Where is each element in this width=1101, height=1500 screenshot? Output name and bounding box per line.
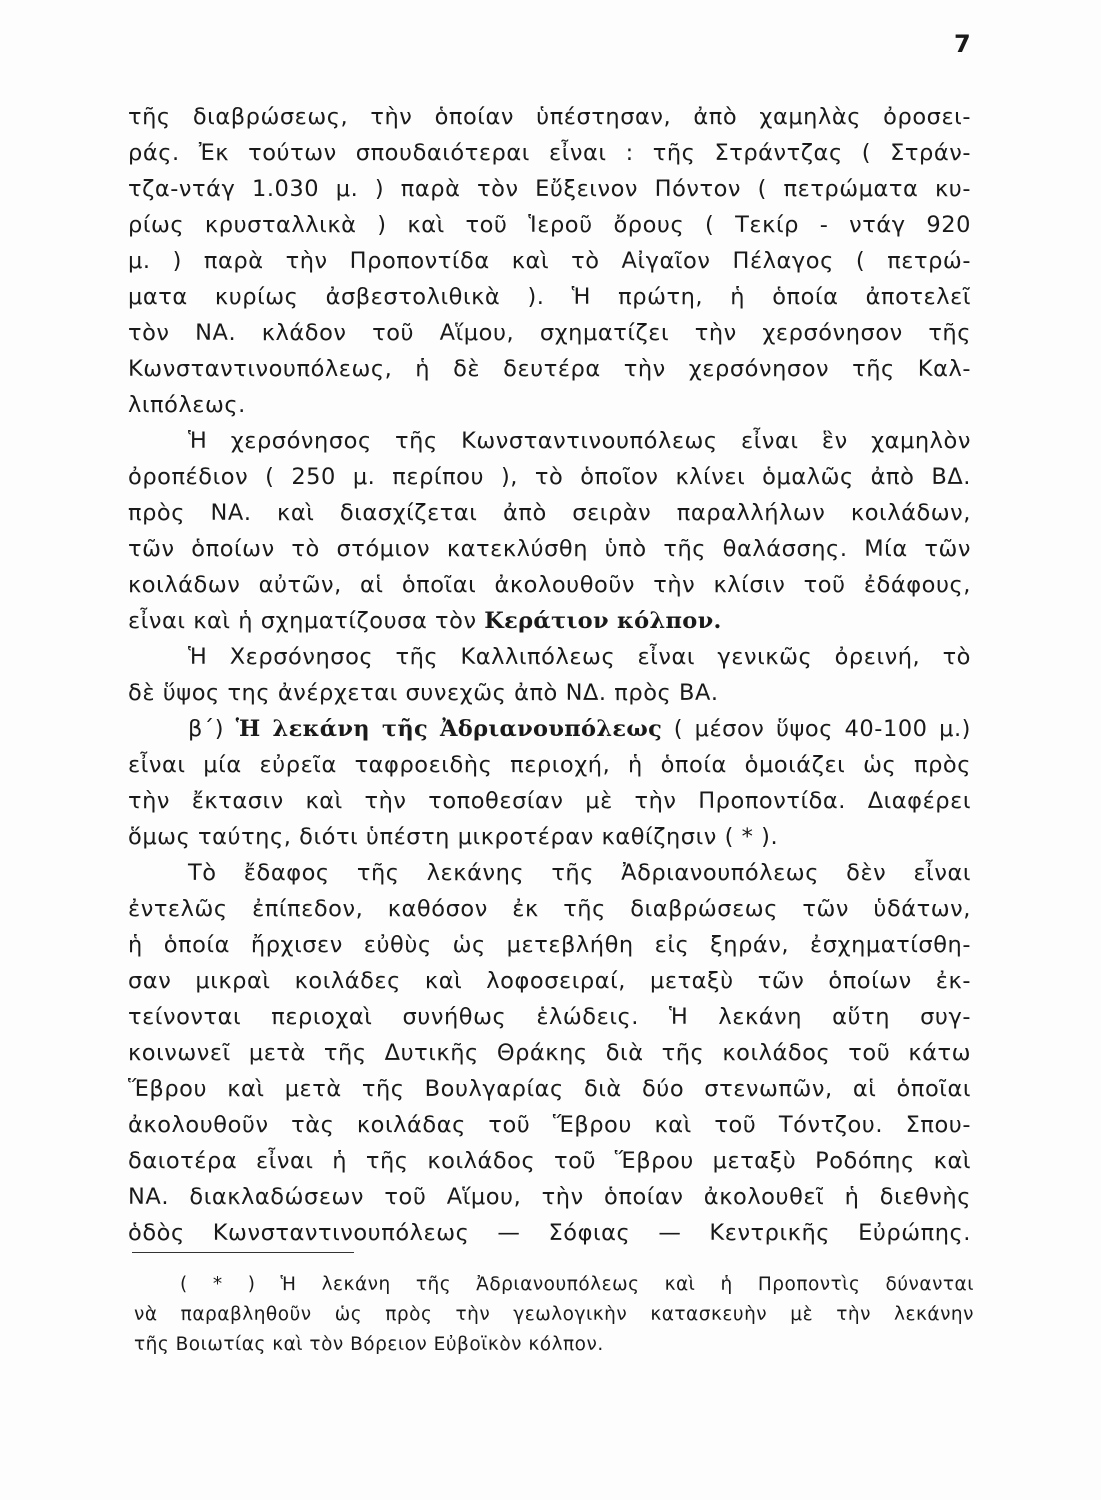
text-line: μ. ) παρὰ τὴν Προποντίδα καὶ τὸ Αἰγαῖον Πέλαγος ( πετρώ- <box>128 248 971 274</box>
text-line: Ἡ Χερσόνησος τῆς Καλλιπόλεως εἶναι γενικῶς ὀρεινή, τὸ <box>188 644 971 670</box>
text-line: Ἕβρου καὶ μετὰ τῆς Βουλγαρίας διὰ δύο στενωπῶν, αἱ ὁποῖαι <box>128 1076 971 1102</box>
footnote-line: ( * ) Ἡ λεκάνη τῆς Ἀδριανουπόλεως καὶ ἡ Προποντὶς δύνανται <box>180 1274 974 1295</box>
text-line: ὁδὸς Κωνσταντινουπόλεως — Σόφιας — Κεντρικῆς Εὐρώπης. <box>128 1220 971 1246</box>
footnote-divider <box>132 1252 354 1253</box>
text-line: ράς. Ἐκ τούτων σπουδαιότεραι εἶναι : τῆς Στράντζας ( Στράν- <box>128 140 971 166</box>
section-label: β΄) <box>188 716 225 742</box>
text-line: ΝΑ. διακλαδώσεων τοῦ Αἵμου, τὴν ὁποίαν ἀκολουθεῖ ἡ διεθνὴς <box>128 1184 971 1210</box>
text-line: πρὸς ΝΑ. καὶ διασχίζεται ἀπὸ σειρὰν παραλλήλων κοιλάδων, <box>128 500 971 526</box>
section-heading-line <box>188 712 971 747</box>
text-line: ὀροπέδιον ( 250 μ. περίπου ), τὸ ὁποῖον κλίνει ὁμαλῶς ἀπὸ ΒΔ. <box>128 464 971 490</box>
text-line: λιπόλεως. <box>128 392 246 418</box>
text-line: σαν μικραὶ κοιλάδες καὶ λοφοσειραί, μεταξὺ τῶν ὁποίων ἐκ- <box>128 968 971 994</box>
text-line <box>128 604 971 639</box>
text-line: δὲ ὕψος της ἀνέρχεται συνεχῶς ἀπὸ ΝΔ. πρὸς ΒΑ. <box>128 680 719 706</box>
text-line: τῆς διαβρώσεως, τὴν ὁποίαν ὑπέστησαν, ἀπὸ χαμηλὰς ὀροσει- <box>128 104 971 130</box>
emphasis-term: Κεράτιον κόλπον. <box>484 608 722 634</box>
footnote-line: νὰ παραβληθοῦν ὡς πρὸς τὴν γεωλογικὴν κατασκευὴν μὲ τὴν λεκάνην <box>134 1304 974 1325</box>
text-line: τείνονται περιοχαὶ συνήθως ἑλώδεις. Ἡ λεκάνη αὕτη συγ- <box>128 1004 971 1030</box>
text-line: Τὸ ἔδαφος τῆς λεκάνης τῆς Ἀδριανουπόλεως δὲν εἶναι <box>188 860 971 886</box>
text-span: εἶναι καὶ ἡ σχηματίζουσα τὸν <box>128 608 477 634</box>
text-line: ματα κυρίως ἀσβεστολιθικὰ ). Ἡ πρώτη, ἡ ὁποία ἀποτελεῖ <box>128 284 971 310</box>
section-title: Ἡ λεκάνη τῆς Ἀδριανουπόλεως <box>235 716 663 742</box>
text-line: δαιοτέρα εἶναι ἡ τῆς κοιλάδος τοῦ Ἕβρου μεταξὺ Ροδόπης καὶ <box>128 1148 971 1174</box>
text-line: Ἡ χερσόνησος τῆς Κωνσταντινουπόλεως εἶναι ἓν χαμηλὸν <box>188 428 971 454</box>
text-line: ρίως κρυσταλλικὰ ) καὶ τοῦ Ἱεροῦ ὄρους ( Τεκίρ - ντάγ 920 <box>128 212 971 238</box>
text-line: τῶν ὁποίων τὸ στόμιον κατεκλύσθη ὑπὸ τῆς θαλάσσης. Μία τῶν <box>128 536 971 562</box>
text-line: ὅμως ταύτης, διότι ὑπέστη μικροτέραν καθίζησιν ( * ). <box>128 824 779 850</box>
text-line: κοιλάδων αὐτῶν, αἱ ὁποῖαι ἀκολουθοῦν τὴν κλίσιν τοῦ ἐδάφους, <box>128 572 971 598</box>
text-span: ( μέσον ὕψος 40-100 μ.) <box>673 716 971 742</box>
page-number: 7 <box>954 30 971 58</box>
text-line: τὸν ΝΑ. κλάδον τοῦ Αἵμου, σχηματίζει τὴν χερσόνησον τῆς <box>128 320 971 346</box>
text-line: εἶναι μία εὐρεῖα ταφροειδὴς περιοχή, ἡ ὁποία ὁμοιάζει ὡς πρὸς <box>128 752 971 778</box>
text-line: τὴν ἔκτασιν καὶ τὴν τοποθεσίαν μὲ τὴν Προποντίδα. Διαφέρει <box>128 788 971 814</box>
text-line: τζα-ντάγ 1.030 μ. ) παρὰ τὸν Εὔξεινον Πόντον ( πετρώματα κυ- <box>128 176 971 202</box>
footnote-line: τῆς Βοιωτίας καὶ τὸν Βόρειον Εὐβοϊκὸν κόλπον. <box>134 1334 604 1355</box>
text-line: ἐντελῶς ἐπίπεδον, καθόσον ἐκ τῆς διαβρώσεως τῶν ὑδάτων, <box>128 896 971 922</box>
text-line: Κωνσταντινουπόλεως, ἡ δὲ δευτέρα τὴν χερσόνησον τῆς Καλ- <box>128 356 971 382</box>
text-line: κοινωνεῖ μετὰ τῆς Δυτικῆς Θράκης διὰ τῆς κοιλάδος τοῦ κάτω <box>128 1040 971 1066</box>
text-line: ἡ ὁποία ἤρχισεν εὐθὺς ὡς μετεβλήθη εἰς ξηράν, ἐσχηματίσθη- <box>128 932 971 958</box>
text-line: ἀκολουθοῦν τὰς κοιλάδας τοῦ Ἕβρου καὶ τοῦ Τόντζου. Σπου- <box>128 1112 971 1138</box>
